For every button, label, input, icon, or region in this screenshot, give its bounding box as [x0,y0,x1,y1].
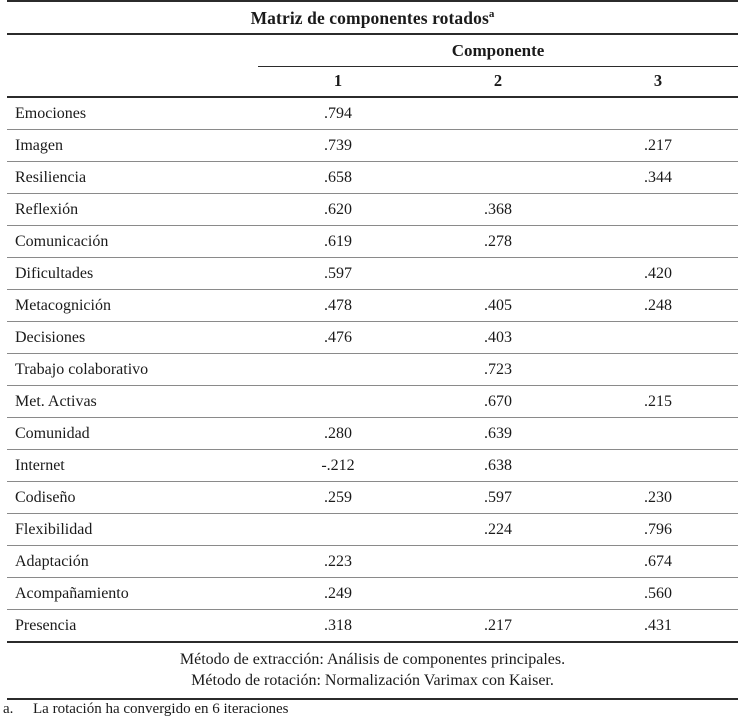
row-value-c2: .670 [418,386,578,418]
row-value-c3: .796 [578,514,738,546]
table-row [7,546,738,578]
group-header-componente: Componente [258,34,738,67]
row-value-c1: -.212 [258,450,418,482]
row-label: Internet [7,450,258,482]
table-row [7,386,738,418]
row-value-c3 [578,450,738,482]
table-row [7,450,738,482]
row-value-c3 [578,194,738,226]
row-value-c3: .217 [578,130,738,162]
row-value-c1: .658 [258,162,418,194]
row-value-c1: .619 [258,226,418,258]
row-value-c2 [418,97,578,130]
row-value-c1 [258,514,418,546]
row-label: Adaptación [7,546,258,578]
group-header-spacer [7,34,258,67]
column-header-1: 1 [333,71,343,91]
row-value-c3: .431 [578,610,738,643]
row-value-c3 [578,354,738,386]
row-label: Codiseño [7,482,258,514]
row-value-c3: .344 [578,162,738,194]
table-row [7,514,738,546]
table-title-footnote-marker: a [488,8,495,21]
column-header-3: 3 [653,71,663,91]
row-value-c2 [418,258,578,290]
row-value-c3: .674 [578,546,738,578]
row-value-c2 [418,546,578,578]
row-value-c2: .368 [418,194,578,226]
method-note-extraction: Método de extracción: Análisis de componentes principales. [179,651,566,669]
row-value-c2: .639 [418,418,578,450]
row-label: Flexibilidad [7,514,258,546]
column-number-spacer [7,67,258,98]
row-value-c3 [578,97,738,130]
row-value-c2: .224 [418,514,578,546]
row-value-c2: .597 [418,482,578,514]
row-label: Imagen [7,130,258,162]
row-value-c1 [258,354,418,386]
row-value-c2: .723 [418,354,578,386]
row-label: Comunidad [7,418,258,450]
row-value-c2 [418,162,578,194]
row-value-c1 [258,386,418,418]
row-label: Decisiones [7,322,258,354]
row-value-c3 [578,322,738,354]
row-value-c1: .597 [258,258,418,290]
table-row [7,290,738,322]
table-row [7,322,738,354]
table-row [7,194,738,226]
row-value-c3: .215 [578,386,738,418]
table-footnote [3,700,738,720]
column-number-row [7,67,738,98]
row-value-c1: .249 [258,578,418,610]
table-row [7,162,738,194]
footnote-marker: a. [3,701,14,717]
rotated-component-matrix-table [7,0,738,700]
row-value-c2: .638 [418,450,578,482]
row-value-c2: .405 [418,290,578,322]
footnote-text: La rotación ha convergido en 6 iteraciones [33,701,289,717]
row-value-c2: .217 [418,610,578,643]
row-label: Acompañamiento [7,578,258,610]
row-value-c1: .223 [258,546,418,578]
row-value-c2: .403 [418,322,578,354]
row-label: Comunicación [7,226,258,258]
table-row [7,610,738,643]
row-value-c1: .280 [258,418,418,450]
row-label: Trabajo colaborativo [7,354,258,386]
method-notes [7,642,738,699]
method-note-rotation: Método de rotación: Normalización Varimax con Kaiser. [191,671,554,689]
row-label: Reflexión [7,194,258,226]
table-row [7,226,738,258]
table-row [7,578,738,610]
row-value-c3: .560 [578,578,738,610]
row-value-c1: .476 [258,322,418,354]
row-value-c1: .739 [258,130,418,162]
matrix-table-body [7,97,738,642]
row-value-c1: .259 [258,482,418,514]
row-value-c2 [418,130,578,162]
row-value-c3 [578,418,738,450]
table-row [7,354,738,386]
row-value-c1: .478 [258,290,418,322]
row-label: Met. Activas [7,386,258,418]
method-note-row [7,642,738,699]
table-row [7,418,738,450]
table-title-text: Matriz de componentes rotados [250,8,489,28]
row-label: Presencia [7,610,258,643]
row-value-c2: .278 [418,226,578,258]
row-value-c3: .420 [578,258,738,290]
table-title-row [7,1,738,34]
row-label: Emociones [7,97,258,130]
table-row [7,258,738,290]
row-label: Metacognición [7,290,258,322]
row-value-c3: .248 [578,290,738,322]
group-header-row [7,34,738,67]
row-value-c3 [578,226,738,258]
row-value-c2 [418,578,578,610]
table-row [7,482,738,514]
row-value-c1: .318 [258,610,418,643]
row-value-c1: .620 [258,194,418,226]
row-value-c1: .794 [258,97,418,130]
row-value-c3: .230 [578,482,738,514]
row-label: Resiliencia [7,162,258,194]
table-row [7,97,738,130]
matrix-table-foot [7,642,738,699]
matrix-table [7,0,738,700]
column-header-2: 2 [493,71,503,91]
row-label: Dificultades [7,258,258,290]
table-title [7,1,738,34]
table-row [7,130,738,162]
